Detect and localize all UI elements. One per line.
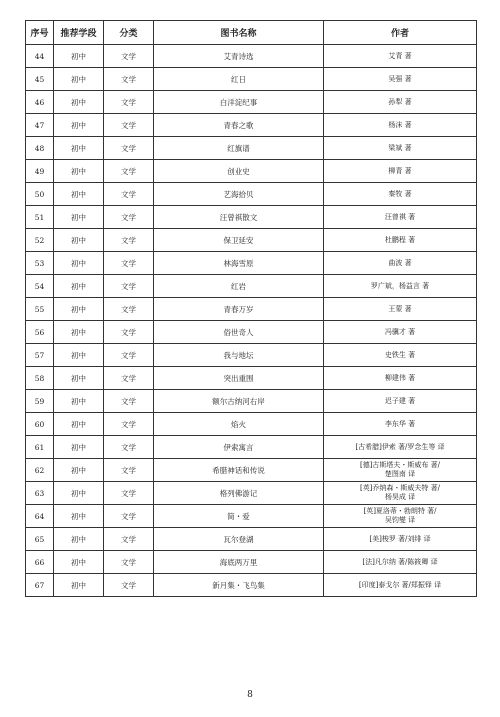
row-stage: 初中: [54, 45, 104, 68]
row-author: 冯骥才 著: [324, 321, 477, 344]
table-body: [26, 45, 477, 597]
row-stage: 初中: [54, 160, 104, 183]
table-row: [26, 137, 477, 160]
row-title: 艺海拾贝: [154, 183, 324, 206]
table-row: [26, 252, 477, 275]
row-stage: 初中: [54, 344, 104, 367]
row-category: 文学: [104, 551, 154, 574]
row-category: 文学: [104, 459, 154, 482]
row-category: 文学: [104, 367, 154, 390]
row-stage: 初中: [54, 367, 104, 390]
table-row: [26, 528, 477, 551]
row-author: 罗广斌，杨益言 著: [324, 275, 477, 298]
row-stage: 初中: [54, 505, 104, 528]
row-stage: 初中: [54, 183, 104, 206]
header-number: 序号: [26, 21, 54, 45]
row-title: 红旗谱: [154, 137, 324, 160]
row-number: 50: [26, 183, 54, 206]
table-row: [26, 114, 477, 137]
row-number: 67: [26, 574, 54, 597]
table-row: [26, 298, 477, 321]
row-author: 史铁生 著: [324, 344, 477, 367]
row-title: 汪曾祺散文: [154, 206, 324, 229]
row-title: 青春之歌: [154, 114, 324, 137]
row-title: 焰火: [154, 413, 324, 436]
table-row: [26, 459, 477, 482]
row-title: 青春万岁: [154, 298, 324, 321]
row-title: 创业史: [154, 160, 324, 183]
row-category: 文学: [104, 275, 154, 298]
row-author: 柳青 著: [324, 160, 477, 183]
row-category: 文学: [104, 45, 154, 68]
row-number: 58: [26, 367, 54, 390]
row-author: [英]乔纳森・斯威夫特 著/ 杨昊成 译: [324, 482, 477, 505]
row-category: 文学: [104, 91, 154, 114]
row-author: 吴强 著: [324, 68, 477, 91]
row-title: 俗世奇人: [154, 321, 324, 344]
row-title: 瓦尔登湖: [154, 528, 324, 551]
row-author: [德]古斯塔夫・斯威布 著/ 楚图南 译: [324, 459, 477, 482]
row-category: 文学: [104, 436, 154, 459]
table-row: [26, 206, 477, 229]
row-stage: 初中: [54, 252, 104, 275]
row-number: 62: [26, 459, 54, 482]
row-stage: 初中: [54, 91, 104, 114]
row-number: 65: [26, 528, 54, 551]
row-stage: 初中: [54, 390, 104, 413]
row-number: 59: [26, 390, 54, 413]
table-row: [26, 436, 477, 459]
row-category: 文学: [104, 183, 154, 206]
row-title: 突出重围: [154, 367, 324, 390]
row-number: 47: [26, 114, 54, 137]
row-author: 曲波 著: [324, 252, 477, 275]
row-title: 希腊神话和传说: [154, 459, 324, 482]
row-number: 57: [26, 344, 54, 367]
row-title: 我与地坛: [154, 344, 324, 367]
table-row: [26, 367, 477, 390]
row-stage: 初中: [54, 137, 104, 160]
table-row: [26, 229, 477, 252]
row-author: 王蒙 著: [324, 298, 477, 321]
row-stage: 初中: [54, 482, 104, 505]
row-author: 孙犁 著: [324, 91, 477, 114]
row-author: [印度]泰戈尔 著/郑振铎 译: [324, 574, 477, 597]
header-category: 分类: [104, 21, 154, 45]
table-row: [26, 275, 477, 298]
row-stage: 初中: [54, 68, 104, 91]
table-header: [26, 21, 477, 45]
row-title: 艾青诗选: [154, 45, 324, 68]
row-category: 文学: [104, 321, 154, 344]
row-category: 文学: [104, 252, 154, 275]
row-number: 66: [26, 551, 54, 574]
row-title: 红岩: [154, 275, 324, 298]
table-row: [26, 390, 477, 413]
table-row: [26, 551, 477, 574]
row-number: 64: [26, 505, 54, 528]
row-number: 63: [26, 482, 54, 505]
row-author: 杜鹏程 著: [324, 229, 477, 252]
row-stage: 初中: [54, 114, 104, 137]
row-number: 52: [26, 229, 54, 252]
row-number: 51: [26, 206, 54, 229]
row-number: 53: [26, 252, 54, 275]
table-row: [26, 183, 477, 206]
table-row: [26, 91, 477, 114]
table-row: [26, 413, 477, 436]
row-title: 海底两万里: [154, 551, 324, 574]
row-title: 林海雪原: [154, 252, 324, 275]
table-row: [26, 482, 477, 505]
row-category: 文学: [104, 298, 154, 321]
row-title: 格列佛游记: [154, 482, 324, 505]
row-category: 文学: [104, 114, 154, 137]
row-number: 61: [26, 436, 54, 459]
row-stage: 初中: [54, 413, 104, 436]
row-stage: 初中: [54, 436, 104, 459]
row-author: [法]凡尔纳 著/陈筱卿 译: [324, 551, 477, 574]
row-number: 56: [26, 321, 54, 344]
row-category: 文学: [104, 390, 154, 413]
row-stage: 初中: [54, 275, 104, 298]
table-row: [26, 344, 477, 367]
row-author: 汪曾祺 著: [324, 206, 477, 229]
row-category: 文学: [104, 482, 154, 505]
row-category: 文学: [104, 505, 154, 528]
row-number: 55: [26, 298, 54, 321]
row-stage: 初中: [54, 459, 104, 482]
row-number: 46: [26, 91, 54, 114]
table-row: [26, 45, 477, 68]
table-row: [26, 574, 477, 597]
header-stage: 推荐学段: [54, 21, 104, 45]
row-category: 文学: [104, 206, 154, 229]
table-row: [26, 68, 477, 91]
row-number: 60: [26, 413, 54, 436]
row-author: [英]夏洛蒂・勃朗特 著/ 吴钧燮 译: [324, 505, 477, 528]
row-title: 伊索寓言: [154, 436, 324, 459]
row-stage: 初中: [54, 229, 104, 252]
row-number: 54: [26, 275, 54, 298]
row-stage: 初中: [54, 574, 104, 597]
row-author: 梁斌 著: [324, 137, 477, 160]
header-row: [26, 21, 477, 45]
row-number: 45: [26, 68, 54, 91]
row-category: 文学: [104, 137, 154, 160]
header-title: 图书名称: [154, 21, 324, 45]
row-author: 杨沫 著: [324, 114, 477, 137]
row-stage: 初中: [54, 551, 104, 574]
table-row: [26, 321, 477, 344]
row-title: 红日: [154, 68, 324, 91]
row-stage: 初中: [54, 206, 104, 229]
row-number: 49: [26, 160, 54, 183]
row-author: [古希腊]伊索 著/罗念生等 译: [324, 436, 477, 459]
row-category: 文学: [104, 528, 154, 551]
book-list-table: [25, 20, 477, 597]
table-row: [26, 505, 477, 528]
row-author: 李东华 著: [324, 413, 477, 436]
row-number: 48: [26, 137, 54, 160]
row-category: 文学: [104, 160, 154, 183]
row-author: 艾青 著: [324, 45, 477, 68]
table-row: [26, 160, 477, 183]
row-number: 44: [26, 45, 54, 68]
row-title: 保卫延安: [154, 229, 324, 252]
row-stage: 初中: [54, 321, 104, 344]
row-author: 秦牧 著: [324, 183, 477, 206]
row-category: 文学: [104, 229, 154, 252]
row-author: [美]梭罗 著/刘绯 译: [324, 528, 477, 551]
header-author: 作者: [324, 21, 477, 45]
row-title: 简・爱: [154, 505, 324, 528]
row-author: 迟子建 著: [324, 390, 477, 413]
row-title: 额尔古纳河右岸: [154, 390, 324, 413]
row-title: 新月集・飞鸟集: [154, 574, 324, 597]
row-category: 文学: [104, 413, 154, 436]
row-author: 柳建伟 著: [324, 367, 477, 390]
row-stage: 初中: [54, 528, 104, 551]
row-category: 文学: [104, 344, 154, 367]
row-stage: 初中: [54, 298, 104, 321]
page-number: 8: [247, 690, 253, 700]
row-category: 文学: [104, 574, 154, 597]
row-category: 文学: [104, 68, 154, 91]
row-title: 白洋淀纪事: [154, 91, 324, 114]
